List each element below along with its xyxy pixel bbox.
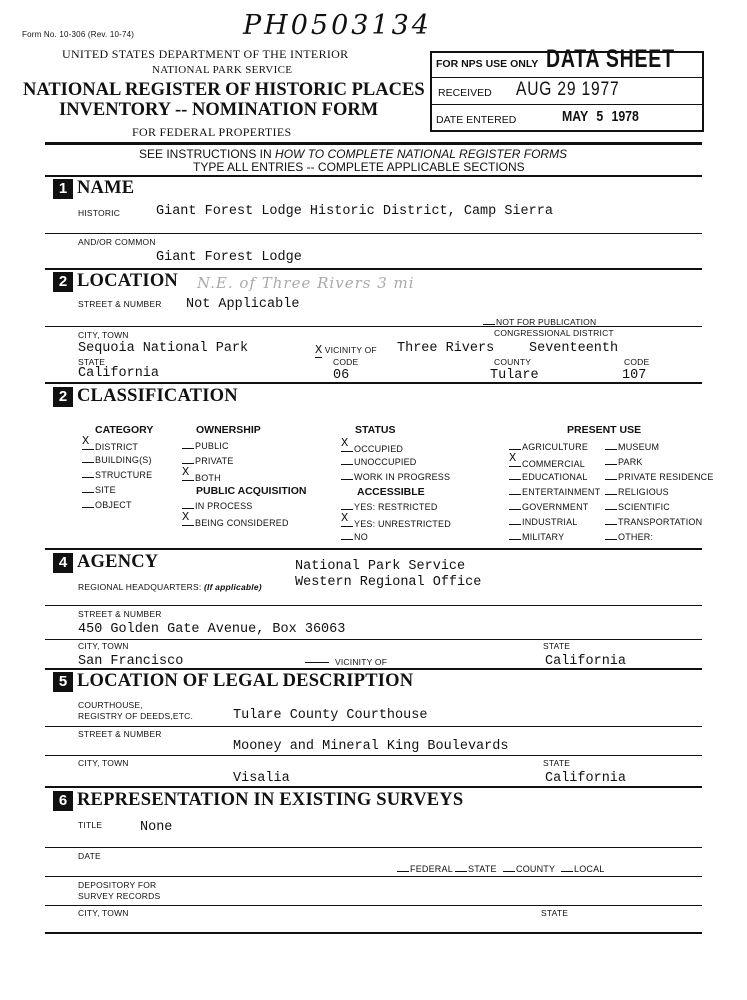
use-military[interactable]: MILITARY xyxy=(509,532,564,542)
acquisition-being-considered[interactable]: X BEING CONSIDERED xyxy=(182,510,289,528)
accessible-no[interactable]: NO xyxy=(341,532,368,542)
state-label: STATE xyxy=(78,357,106,367)
status-header: STATUS xyxy=(355,424,396,436)
accessible-yes-restricted[interactable]: YES: RESTRICTED xyxy=(341,502,438,512)
section-number: 4 xyxy=(53,553,73,573)
state-code-value: 06 xyxy=(333,368,350,383)
depository-label-line2: SURVEY RECORDS xyxy=(78,891,161,901)
survey-federal[interactable]: FEDERAL xyxy=(397,864,453,874)
survey-county[interactable]: COUNTY xyxy=(503,864,555,874)
nps-use-only-label: FOR NPS USE ONLY xyxy=(436,58,539,70)
section-number: 6 xyxy=(53,791,73,811)
status-unoccupied[interactable]: UNOCCUPIED xyxy=(341,457,417,467)
use-agriculture[interactable]: AGRICULTURE xyxy=(509,442,588,452)
city-town-label: CITY, TOWN xyxy=(78,330,129,340)
survey-date-label: DATE xyxy=(78,851,101,861)
historic-name-value: Giant Forest Lodge Historic District, Camp Sierra xyxy=(156,204,553,219)
use-entertainment[interactable]: ENTERTAINMENT xyxy=(509,487,600,497)
legal-state-value: California xyxy=(545,771,627,786)
survey-state[interactable]: STATE xyxy=(455,864,497,874)
congressional-district-value: Seventeenth xyxy=(529,341,619,356)
survey-title-label: TITLE xyxy=(78,820,103,830)
courthouse-value: Tulare County Courthouse xyxy=(233,708,428,723)
street-number-value: Not Applicable xyxy=(186,297,300,312)
common-name-value: Giant Forest Lodge xyxy=(156,250,302,265)
instructions-line-1: SEE INSTRUCTIONS IN HOW TO COMPLETE NATIONAL REGISTER FORMS xyxy=(139,147,568,161)
county-label: COUNTY xyxy=(494,357,532,367)
use-other[interactable]: OTHER: xyxy=(605,532,653,542)
section-title-classification: CLASSIFICATION xyxy=(77,386,238,406)
use-government[interactable]: GOVERNMENT xyxy=(509,502,589,512)
survey-city-label: CITY, TOWN xyxy=(78,908,129,918)
agency-street-value: 450 Golden Gate Avenue, Box 36063 xyxy=(78,622,346,637)
agency-street-label: STREET & NUMBER xyxy=(78,609,162,619)
service-name: NATIONAL PARK SERVICE xyxy=(152,64,293,76)
category-buildings[interactable]: BUILDING(S) xyxy=(82,455,152,465)
section-title-surveys: REPRESENTATION IN EXISTING SURVEYS xyxy=(77,790,464,810)
category-district[interactable]: X DISTRICT xyxy=(82,434,139,452)
use-scientific[interactable]: SCIENTIFIC xyxy=(605,502,670,512)
date-entered-stamp: MAY 5 1978 xyxy=(562,108,639,125)
category-header: CATEGORY xyxy=(95,424,154,436)
status-work-in-progress[interactable]: WORK IN PROGRESS xyxy=(341,472,450,482)
instructions-line-2: TYPE ALL ENTRIES -- COMPLETE APPLICABLE SECTIONS xyxy=(193,160,525,174)
use-educational[interactable]: EDUCATIONAL xyxy=(509,472,588,482)
common-name-label: AND/OR COMMON xyxy=(78,237,156,247)
section-title-name: NAME xyxy=(77,178,135,198)
legal-street-value: Mooney and Mineral King Boulevards xyxy=(233,739,509,754)
form-title: NATIONAL REGISTER OF HISTORIC PLACES xyxy=(23,80,425,100)
congressional-district-label: CONGRESSIONAL DISTRICT xyxy=(494,328,614,338)
category-object[interactable]: OBJECT xyxy=(82,500,132,510)
vicinity-check-mark: X xyxy=(315,343,323,357)
not-for-publication: NOT FOR PUBLICATION xyxy=(483,317,596,327)
section-number: 2 xyxy=(53,387,73,407)
county-code-label: CODE xyxy=(624,357,650,367)
form-scope: FOR FEDERAL PROPERTIES xyxy=(132,125,292,139)
section-title-agency: AGENCY xyxy=(77,552,159,572)
category-structure[interactable]: STRUCTURE xyxy=(82,470,152,480)
historic-label: HISTORIC xyxy=(78,208,121,218)
use-park[interactable]: PARK xyxy=(605,457,643,467)
faint-handwritten-note: N.E. of Three Rivers 3 mi xyxy=(197,274,415,292)
use-private-residence[interactable]: PRIVATE RESIDENCE xyxy=(605,472,714,482)
section-number: 1 xyxy=(53,179,73,199)
department-name: UNITED STATES DEPARTMENT OF THE INTERIOR xyxy=(62,47,349,61)
agency-vicinity-of: VICINITY OF xyxy=(305,657,387,667)
county-value: Tulare xyxy=(490,368,539,383)
use-industrial[interactable]: INDUSTRIAL xyxy=(509,517,578,527)
courthouse-label-line1: COURTHOUSE, xyxy=(78,700,143,710)
use-museum[interactable]: MUSEUM xyxy=(605,442,659,452)
acquisition-in-process[interactable]: IN PROCESS xyxy=(182,501,253,511)
vicinity-value: Three Rivers xyxy=(397,341,495,356)
legal-city-value: Visalia xyxy=(233,771,290,786)
handwritten-reference-id: PH0503134 xyxy=(243,10,432,41)
depository-label-line1: DEPOSITORY FOR xyxy=(78,880,157,890)
regional-hq-label: REGIONAL HEADQUARTERS: (If applicable) xyxy=(78,582,262,592)
vicinity-of-field xyxy=(315,343,377,357)
accessible-header: ACCESSIBLE xyxy=(357,486,425,498)
agency-city-value: San Francisco xyxy=(78,654,184,669)
city-town-value: Sequoia National Park xyxy=(78,341,249,356)
section-title-location: LOCATION xyxy=(77,271,178,291)
public-acquisition-header: PUBLIC ACQUISITION xyxy=(196,485,307,497)
survey-title-value: None xyxy=(140,820,173,835)
legal-street-label: STREET & NUMBER xyxy=(78,729,162,739)
survey-state-label: STATE xyxy=(541,908,569,918)
nps-use-box xyxy=(430,45,704,132)
category-site[interactable]: SITE xyxy=(82,485,116,495)
street-number-label: STREET & NUMBER xyxy=(78,299,162,309)
status-occupied[interactable]: X OCCUPIED xyxy=(341,436,404,454)
section-number: 5 xyxy=(53,672,73,692)
use-commercial[interactable]: X COMMERCIAL xyxy=(509,451,586,469)
data-sheet-stamp: DATA SHEET xyxy=(546,45,675,73)
form-subtitle: INVENTORY -- NOMINATION FORM xyxy=(59,100,379,120)
ownership-private[interactable]: PRIVATE xyxy=(182,456,234,466)
agency-city-label: CITY, TOWN xyxy=(78,641,129,651)
survey-local[interactable]: LOCAL xyxy=(561,864,605,874)
use-religious[interactable]: RELIGIOUS xyxy=(605,487,669,497)
county-code-value: 107 xyxy=(622,368,647,383)
state-value: California xyxy=(78,366,160,381)
courthouse-label-line2: REGISTRY OF DEEDS,ETC. xyxy=(78,711,194,721)
received-label: RECEIVED xyxy=(438,87,492,99)
vicinity-of-label: VICINITY OF xyxy=(324,345,377,355)
regional-hq-value-line1: National Park Service xyxy=(295,559,466,574)
agency-state-value: California xyxy=(545,654,627,669)
state-code-label: CODE xyxy=(333,357,359,367)
ownership-header: OWNERSHIP xyxy=(196,424,261,436)
use-transportation[interactable]: TRANSPORTATION xyxy=(605,517,702,527)
date-entered-label: DATE ENTERED xyxy=(436,114,517,126)
present-use-header: PRESENT USE xyxy=(567,424,642,436)
section-title-legal-description: LOCATION OF LEGAL DESCRIPTION xyxy=(77,671,414,691)
agency-state-label: STATE xyxy=(543,641,571,651)
legal-city-label: CITY, TOWN xyxy=(78,758,129,768)
accessible-yes-unrestricted[interactable]: X YES: UNRESTRICTED xyxy=(341,511,451,529)
legal-state-label: STATE xyxy=(543,758,571,768)
section-number: 2 xyxy=(53,272,73,292)
regional-hq-value-line2: Western Regional Office xyxy=(295,575,482,590)
received-date-stamp: AUG 29 1977 xyxy=(516,79,620,100)
ownership-both[interactable]: X BOTH xyxy=(182,465,221,483)
form-number: Form No. 10-306 (Rev. 10-74) xyxy=(22,30,135,39)
ownership-public[interactable]: PUBLIC xyxy=(182,441,229,451)
